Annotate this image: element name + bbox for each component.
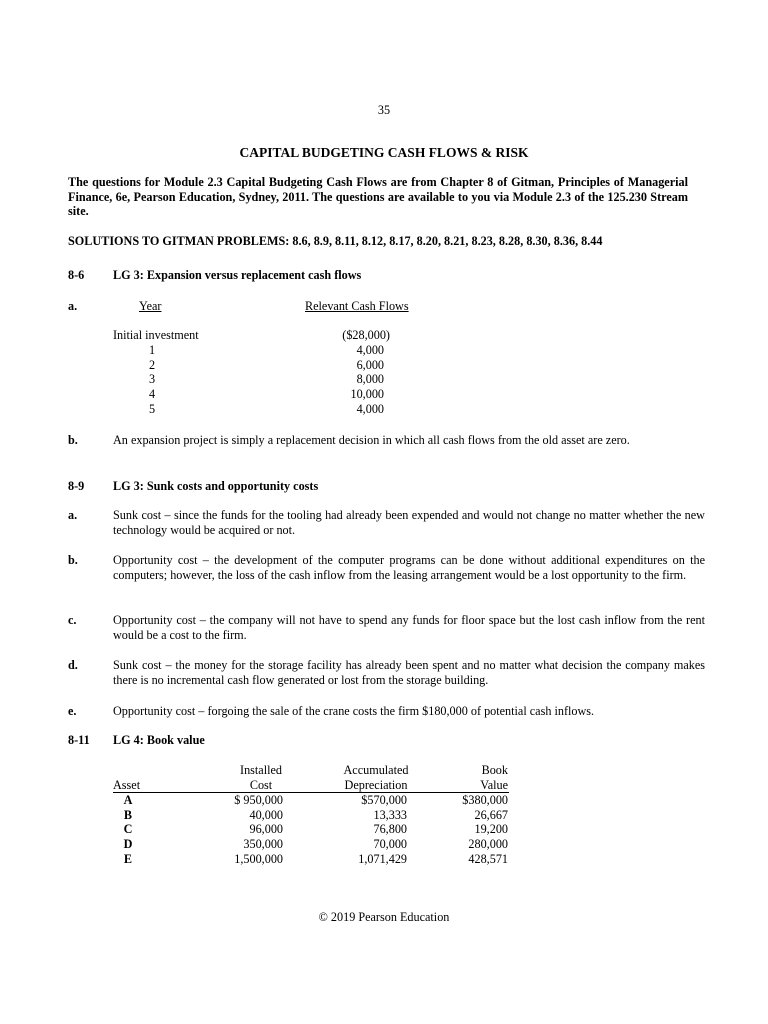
asset-cell: A: [123, 793, 133, 807]
item-text: Sunk cost – since the funds for the tooling had already been expended and would not change no matter whether the new technology would be acquired or not.: [113, 508, 705, 537]
problem-number-8-9: 8-9: [68, 479, 85, 493]
header-cost: Cost: [249, 778, 273, 792]
item-label: d.: [68, 658, 78, 672]
asset-cell: C: [123, 822, 133, 836]
part-label-b: b.: [68, 433, 78, 447]
problem-heading-8-9: LG 3: Sunk costs and opportunity costs: [113, 479, 319, 493]
page-title: CAPITAL BUDGETING CASH FLOWS & RISK: [239, 145, 529, 160]
asset-cell: B: [123, 808, 133, 822]
flow-cell: 10,000: [350, 387, 384, 401]
item-label: c.: [68, 613, 77, 627]
item-text: Opportunity cost – forgoing the sale of the crane costs the firm $180,000 of potential cash inflows.: [113, 704, 595, 718]
asset-cell: E: [123, 852, 133, 866]
flow-cell: 8,000: [356, 372, 384, 386]
depreciation-cell: 1,071,429: [358, 852, 407, 866]
header-depreciation: Depreciation: [344, 778, 408, 792]
problem-heading-8-11: LG 4: Book value: [113, 733, 205, 747]
book-value-cell: 428,571: [468, 852, 508, 866]
column-header-year: Year: [139, 299, 162, 313]
cost-cell: 40,000: [249, 808, 283, 822]
header-value: Value: [480, 778, 508, 792]
year-cell: 4: [148, 387, 156, 401]
header-accumulated: Accumulated: [343, 763, 409, 777]
cost-cell: 96,000: [249, 822, 283, 836]
problem-number-8-6: 8-6: [68, 268, 85, 282]
flow-cell: 6,000: [356, 358, 384, 372]
year-cell: 5: [148, 402, 156, 416]
year-cell: 3: [148, 372, 156, 386]
flow-cell: 4,000: [356, 343, 384, 357]
cost-cell: 1,500,000: [234, 852, 283, 866]
book-value-cell: 280,000: [468, 837, 508, 851]
header-installed: Installed: [240, 763, 282, 777]
book-value-cell: 19,200: [474, 822, 508, 836]
part-text-b: An expansion project is simply a replacement decision in which all cash flows from the old asset are zero.: [113, 433, 630, 447]
problem-heading-8-6: LG 3: Expansion versus replacement cash flows: [113, 268, 362, 282]
header-asset: Asset: [113, 778, 141, 792]
problem-number-8-11: 8-11: [68, 733, 90, 747]
book-value-cell: $380,000: [462, 793, 508, 807]
flow-cell: 4,000: [356, 402, 384, 416]
part-label-a: a.: [68, 299, 78, 313]
column-header-cash-flows: Relevant Cash Flows: [305, 299, 409, 313]
book-value-cell: 26,667: [474, 808, 508, 822]
item-text: Opportunity cost – the company will not have to spend any funds for floor space but the lost cash inflow from the rent would be a cost to the firm.: [113, 613, 705, 642]
header-book: Book: [481, 763, 508, 777]
year-cell: 2: [148, 358, 156, 372]
depreciation-cell: 13,333: [373, 808, 407, 822]
cost-cell: 350,000: [243, 837, 283, 851]
solutions-list: SOLUTIONS TO GITMAN PROBLEMS: 8.6, 8.9, 8.11, 8.12, 8.17, 8.20, 8.21, 8.23, 8.28, 8.30, 8.36, 8.44: [68, 234, 603, 248]
depreciation-cell: 70,000: [373, 837, 407, 851]
item-label: e.: [68, 704, 77, 718]
intro-paragraph: The questions for Module 2.3 Capital Budgeting Cash Flows are from Chapter 8 of Gitman, Principles of Managerial Finance, 6e, Pearson Education, Sydney, 2011. The questions are available to you via Module 2.3 of the 125.230 Stream site.: [68, 175, 688, 219]
depreciation-cell: $570,000: [361, 793, 407, 807]
footer-copyright: © 2019 Pearson Education: [318, 910, 450, 924]
page-number: 35: [377, 103, 391, 117]
item-text: Opportunity cost – the development of the computer programs can be done without additional expenditures on the computers; however, the loss of the cash inflow from the leasing arrangement would be a lost opportunity to the firm.: [113, 553, 705, 582]
year-cell: 1: [148, 343, 156, 357]
asset-cell: D: [123, 837, 133, 851]
item-label: b.: [68, 553, 78, 567]
flow-cell: ($28,000): [342, 328, 390, 342]
depreciation-cell: 76,800: [373, 822, 407, 836]
cost-cell: $ 950,000: [234, 793, 283, 807]
cash-flow-row: [113, 328, 199, 343]
item-text: Sunk cost – the money for the storage facility has already been spent and no matter what decision the company makes there is no incremental cash flow generated or lost from the storage building.: [113, 658, 705, 687]
year-cell: Initial investment: [113, 328, 199, 342]
item-label: a.: [68, 508, 78, 522]
